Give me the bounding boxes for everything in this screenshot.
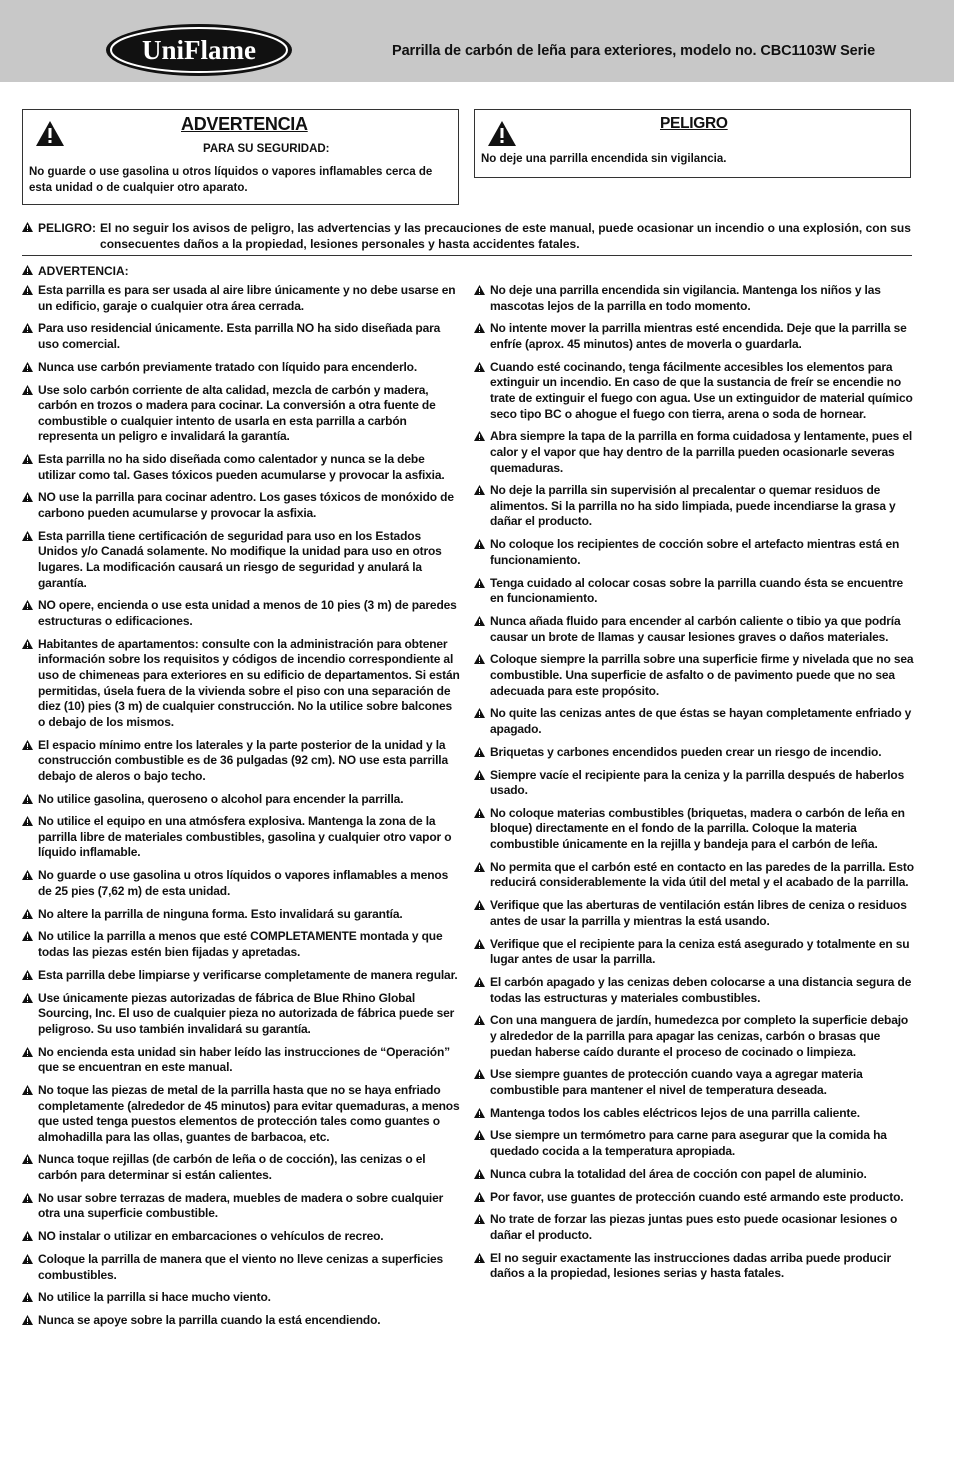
warning-item-text: Verifique que el recipiente para la ceniza está asegurado y totalmente en su lugar antes de usar la parrilla.	[490, 936, 910, 967]
warning-item-text: Abra siempre la tapa de la parrilla en forma cuidadosa y lentamente, pues el calor y el vapor que hay dentro de la parrilla pueden ocasionarle severas quemaduras.	[490, 429, 913, 475]
warning-item-text: Para uso residencial únicamente. Esta parrilla NO ha sido diseñada para uso comercial.	[38, 321, 441, 351]
warning-item-text: El carbón apagado y las cenizas deben colocarse a una distancia segura de todas las estructuras y materiales combustibles.	[490, 974, 912, 1005]
warnings-list-right	[474, 283, 914, 1282]
warning-item	[474, 937, 914, 968]
warning-item	[474, 806, 914, 853]
warning-item-text: Nunca use carbón previamente tratado con líquido para encenderlo.	[38, 359, 418, 374]
warning-item-text: Cuando esté cocinando, tenga fácilmente accesibles los elementos para extinguir un incendio. En caso de que la sustancia de freír se encendie no trate de extinguir el fuego con agua. Use un extinguidor de material químico seco tipo BC o ahogue el fuego con tierra, arena o soda de hornear.	[490, 359, 913, 421]
warning-item-text: El no seguir exactamente las instrucciones dadas arriba puede producir daños a la propiedad, lesiones serias y hasta fatales.	[490, 1250, 891, 1281]
warning-triangle-icon	[474, 808, 485, 818]
warning-item-text: Esta parrilla es para ser usada al aire libre únicamente y no debe usarse en un edificio, garaje o cualquier otra área cerrada.	[38, 283, 456, 313]
danger-notice-label: PELIGRO:	[38, 221, 97, 235]
warning-item-text: No intente mover la parrilla mientras esté encendida. Deje que la parrilla se enfríe (aprox. 45 minutos) antes de moverla o guardarla.	[490, 321, 907, 351]
warning-item	[474, 483, 914, 530]
warning-triangle-icon	[474, 539, 485, 549]
warning-triangle-icon	[487, 120, 517, 147]
warning-item	[474, 898, 914, 929]
warning-triangle-icon	[474, 900, 485, 910]
warning-item	[474, 768, 914, 799]
warning-triangle-icon	[474, 708, 485, 718]
warning-item-text: NO instalar o utilizar en embarcaciones o vehículos de recreo.	[38, 1229, 384, 1244]
warning-triangle-icon	[22, 1047, 33, 1057]
warning-item	[474, 1106, 914, 1122]
warning-triangle-icon	[474, 616, 485, 626]
warning-item-text: Por favor, use guantes de protección cuando esté armando este producto.	[490, 1189, 904, 1204]
warnings-right-column	[474, 263, 914, 1289]
warning-item	[22, 738, 462, 785]
divider	[22, 255, 912, 256]
warning-triangle-icon	[474, 578, 485, 588]
warning-triangle-icon	[474, 323, 485, 333]
danger-heading: PELIGRO	[660, 115, 728, 132]
page-title: Parrilla de carbón de leña para exteriores, modelo no. CBC1103W Serie	[392, 43, 876, 59]
warning-triangle-icon	[35, 120, 65, 147]
warning-item	[22, 490, 462, 521]
warning-triangle-icon	[474, 862, 485, 872]
warning-triangle-icon	[22, 285, 33, 295]
warning-subheading: PARA SU SEGURIDAD:	[203, 143, 330, 155]
warning-item-text: No coloque materias combustibles (briquetas, madera o carbón de leña en bloque) directamente en el fondo de la parrilla. Coloque la materia combustible únicamente en la rejilla y bandeja para el carbón de leña.	[490, 805, 905, 852]
warning-item	[474, 321, 914, 352]
warning-item	[474, 1128, 914, 1159]
warning-item-text: Coloque siempre la parrilla sobre una superficie firme y nivelada que no sea combustible. Una superficie de asfalto o de pavimento puede que no sea adecuada para este propósito.	[490, 652, 914, 698]
warning-item-text: Habitantes de apartamentos: consulte con la administración para obtener información sobre los requisitos y códigos de incendio correspondiente al uso de chimeneas para exteriores en su edificio de departamentos. Si están permitidas, úsela fuera de la vivienda sobre el piso con una separación de diez (10) pies (3 m) de cualquier construcción. No la utilice sobre balcones o debajo de los mismos.	[38, 636, 460, 729]
warning-item-text: Tenga cuidado al colocar cosas sobre la parrilla cuando ésta se encuentre en funcionamiento.	[490, 575, 903, 606]
warning-item	[474, 1167, 914, 1183]
warning-item	[22, 452, 462, 483]
warning-item-text: No altere la parrilla de ninguna forma. Esto invalidará su garantía.	[38, 906, 403, 921]
danger-notice	[22, 220, 912, 252]
warning-text: No guarde o use gasolina u otros líquidos o vapores inflamables cerca de esta unidad o de cualquier otro aparato.	[29, 166, 433, 194]
warning-item-text: Esta parrilla debe limpiarse y verificarse completamente de manera regular.	[38, 967, 458, 982]
warning-triangle-icon	[22, 1254, 33, 1264]
warning-triangle-icon	[22, 1085, 33, 1095]
warning-item-text: Use únicamente piezas autorizadas de fábrica de Blue Rhino Global Sourcing, Inc. El uso de cualquier pieza no autorizada de fábrica puede ser peligroso. Su uso también invalidará su garantía.	[38, 990, 455, 1036]
warning-item-text: No coloque los recipientes de cocción sobre el artefacto mientras está en funcionamiento.	[490, 537, 900, 567]
warning-triangle-icon	[474, 654, 485, 664]
warning-item	[474, 576, 914, 607]
warning-item	[22, 929, 462, 960]
warning-item-text: Mantenga todos los cables eléctricos lejos de una parrilla caliente.	[490, 1105, 860, 1120]
warning-item-text: No deje una parrilla encendida sin vigilancia. Mantenga los niños y las mascotas lejos de la parrilla en todo momento.	[490, 283, 881, 313]
warning-item	[22, 968, 462, 984]
warning-triangle-icon	[474, 1214, 485, 1224]
warning-triangle-icon	[474, 485, 485, 495]
warning-item-text: Use siempre guantes de protección cuando vaya a agregar materia combustible para mantener el nivel de temperatura deseada.	[490, 1067, 863, 1097]
warning-item-text: No utilice el equipo en una atmósfera explosiva. Mantenga la zona de la parrilla libre de materiales combustibles, gasolina y cualquier otro vapor o líquido inflamable.	[38, 814, 452, 860]
warning-triangle-icon	[22, 531, 33, 541]
warning-item-text: Nunca añada fluido para encender al carbón caliente o tibio ya que podría causar un brote de llamas y causar lesiones graves o daños materiales.	[490, 614, 901, 644]
warning-item-text: No utilice la parrilla a menos que esté COMPLETAMENTE montada y que todas las piezas estén bien fijadas y apretadas.	[38, 929, 443, 959]
warning-triangle-icon	[474, 362, 485, 372]
warning-item-text: NO use la parrilla para cocinar adentro. Los gases tóxicos de monóxido de carbono pueden acumularse y provocar la asfixia.	[38, 490, 454, 521]
warning-item-text: Con una manguera de jardín, humedezca por completo la superficie debajo y alrededor de la parrilla para apagar las cenizas, carbón o brasas que puedan haberse caído durante el proceso de cocinado o limpieza.	[490, 1013, 909, 1059]
warning-triangle-icon	[22, 870, 33, 880]
warning-item	[474, 1190, 914, 1206]
warning-triangle-icon	[22, 970, 33, 980]
warning-item-text: Esta parrilla tiene certificación de seguridad para uso en los Estados Unidos y/o Canadá solamente. No modifique la unidad para uso en otros lugares. La modificación causará un riesgo de seguridad y anulará la garantía.	[38, 528, 442, 590]
warning-item	[22, 1191, 462, 1222]
warning-item-text: El espacio mínimo entre los laterales y la parte posterior de la unidad y la construcción combustible es de 36 pulgadas (92 cm). NO use esta parrilla debajo de aleros o bajo techo.	[38, 737, 449, 783]
warning-triangle-icon	[474, 1192, 485, 1202]
warnings-left-column	[22, 263, 462, 1336]
warning-item-text: Siempre vacíe el recipiente para la ceniza y la parrilla después de haberlos usado.	[490, 767, 905, 798]
warning-triangle-icon	[474, 285, 485, 295]
warning-item-text: No utilice gasolina, queroseno o alcohol para encender la parrilla.	[38, 791, 404, 806]
warning-item	[474, 706, 914, 737]
warning-item	[22, 637, 462, 731]
warning-item	[474, 1251, 914, 1282]
warning-item	[474, 1013, 914, 1060]
warning-item	[474, 860, 914, 891]
header-band	[0, 0, 954, 82]
warning-triangle-icon	[22, 385, 33, 395]
uniflame-logo	[104, 22, 294, 78]
warning-item	[474, 1212, 914, 1243]
warning-item	[22, 321, 462, 352]
warning-triangle-icon	[22, 222, 33, 232]
warning-triangle-icon	[22, 931, 33, 941]
warning-triangle-icon	[474, 1069, 485, 1079]
warning-triangle-icon	[22, 740, 33, 750]
warning-triangle-icon	[22, 1315, 33, 1325]
warning-triangle-icon	[474, 1253, 485, 1263]
warning-box	[22, 109, 459, 205]
warning-item	[22, 792, 462, 808]
warning-item-text: Coloque la parrilla de manera que el viento no lleve cenizas a superficies combustibles.	[38, 1252, 444, 1282]
danger-text: No deje una parrilla encendida sin vigilancia.	[481, 153, 727, 165]
warning-triangle-icon	[474, 1130, 485, 1140]
warning-triangle-icon	[22, 265, 33, 275]
warning-item	[474, 429, 914, 476]
warning-item-text: No encienda esta unidad sin haber leído las instrucciones de “Operación” que se encuentran en este manual.	[38, 1044, 450, 1075]
logo-text: UniFlame	[142, 35, 256, 65]
warning-item-text: Nunca toque rejillas (de carbón de leña o de cocción), las cenizas o el carbón para determinar si están calientes.	[38, 1152, 426, 1183]
warning-triangle-icon	[22, 492, 33, 502]
warning-triangle-icon	[474, 939, 485, 949]
warning-item-text: No guarde o use gasolina u otros líquidos o vapores inflamables a menos de 25 pies (7,62 m) de esta unidad.	[38, 868, 449, 898]
warning-item	[22, 1290, 462, 1306]
warning-triangle-icon	[474, 747, 485, 757]
warning-item	[474, 537, 914, 568]
warning-item	[22, 1083, 462, 1145]
warnings-label-text: ADVERTENCIA:	[38, 264, 129, 278]
warning-item-text: No toque las piezas de metal de la parrilla hasta que no se haya enfriado completamente (alrededor de 45 minutos) para evitar quemaduras, a menos que usted tenga puestos elementos de protección tales como guantes o almohadilla para las ollas, guantes de barbacoa, etc.	[38, 1082, 460, 1144]
warning-triangle-icon	[22, 454, 33, 464]
warning-triangle-icon	[22, 909, 33, 919]
warning-item-text: NO opere, encienda o use esta unidad a menos de 10 pies (3 m) de paredes estructuras o edificaciones.	[38, 598, 457, 628]
warning-item	[22, 1252, 462, 1283]
warning-triangle-icon	[22, 794, 33, 804]
warning-item	[22, 868, 462, 899]
warning-item-text: No deje la parrilla sin supervisión al precalentar o quemar residuos de alimentos. Si la parrilla no ha sido limpiada, puede incendiarse la grasa y dañar el producto.	[490, 483, 896, 529]
warning-item	[474, 975, 914, 1006]
warning-triangle-icon	[22, 1154, 33, 1164]
danger-notice-text: El no seguir los avisos de peligro, las advertencias y las precauciones de este manual, puede ocasionar un incendio o una explosión, con sus consecuentes daños a la propiedad, lesiones personales y hasta accidentes fatales.	[100, 221, 911, 251]
warning-item	[22, 283, 462, 314]
warning-item	[22, 814, 462, 861]
warning-triangle-icon	[22, 1292, 33, 1302]
warning-item	[22, 1229, 462, 1245]
warning-item-text: Use siempre un termómetro para carne para asegurar que la comida ha quedado cocida a la temperatura apropiada.	[490, 1128, 887, 1159]
warning-item-text: Nunca cubra la totalidad del área de cocción con papel de aluminio.	[490, 1166, 867, 1181]
warning-item-text: Esta parrilla no ha sido diseñada como calentador y nunca se la debe utilizar como tal. Gases tóxicos pueden acumularse y provocar la asfixia.	[38, 452, 445, 482]
warning-item	[474, 614, 914, 645]
warning-item	[22, 991, 462, 1038]
warning-triangle-icon	[22, 1193, 33, 1203]
warning-triangle-icon	[22, 362, 33, 372]
warning-heading: ADVERTENCIA	[181, 114, 308, 134]
danger-box	[474, 109, 911, 178]
warning-triangle-icon	[22, 1231, 33, 1241]
warning-item-text: Briquetas y carbones encendidos pueden crear un riesgo de incendio.	[490, 744, 882, 759]
warning-item-text: No usar sobre terrazas de madera, muebles de madera o sobre cualquier otra una superficie combustible.	[38, 1190, 444, 1221]
warning-item	[22, 529, 462, 591]
warning-item	[22, 360, 462, 376]
warning-item	[22, 1152, 462, 1183]
warning-item	[474, 360, 914, 422]
warning-item	[474, 283, 914, 314]
warning-triangle-icon	[474, 431, 485, 441]
warning-item-text: Nunca se apoye sobre la parrilla cuando la está encendiendo.	[38, 1313, 381, 1328]
warning-item	[474, 745, 914, 761]
warning-triangle-icon	[22, 816, 33, 826]
warnings-label	[22, 263, 462, 279]
warning-item-text: No utilice la parrilla si hace mucho viento.	[38, 1290, 271, 1305]
warning-triangle-icon	[22, 639, 33, 649]
warning-triangle-icon	[22, 993, 33, 1003]
warning-item-text: No trate de forzar las piezas juntas pues esto puede ocasionar lesiones o dañar el producto.	[490, 1212, 898, 1242]
warning-item-text: Verifique que las aberturas de ventilación están libres de ceniza o residuos antes de usar la parrilla y mientras la está usando.	[490, 898, 907, 928]
warning-item	[22, 1045, 462, 1076]
warning-item	[22, 907, 462, 923]
warning-triangle-icon	[22, 323, 33, 333]
warning-triangle-icon	[474, 1015, 485, 1025]
warning-item	[22, 383, 462, 445]
warning-triangle-icon	[474, 770, 485, 780]
warning-item-text: No quite las cenizas antes de que éstas se hayan completamente enfriado y apagado.	[490, 706, 912, 736]
warning-item-text: Use solo carbón corriente de alta calidad, mezcla de carbón y madera, carbón en trozos o madera para cocinar. La conversión a otra fuente de combustible o cualquier intento de usarla en esta parrilla a carbón representa un peligro e invalidará la garantía.	[38, 382, 436, 444]
warnings-list-left	[22, 283, 462, 1329]
warning-item	[474, 1067, 914, 1098]
warning-item-text: No permita que el carbón esté en contacto en las paredes de la parrilla. Esto reducirá considerablemente la vida útil del metal y el acabado de la parrilla.	[490, 859, 914, 890]
warning-triangle-icon	[474, 977, 485, 987]
warning-triangle-icon	[474, 1169, 485, 1179]
warning-item	[22, 598, 462, 629]
warning-triangle-icon	[474, 1108, 485, 1118]
warning-item	[22, 1313, 462, 1329]
warning-triangle-icon	[22, 600, 33, 610]
warning-item	[474, 652, 914, 699]
